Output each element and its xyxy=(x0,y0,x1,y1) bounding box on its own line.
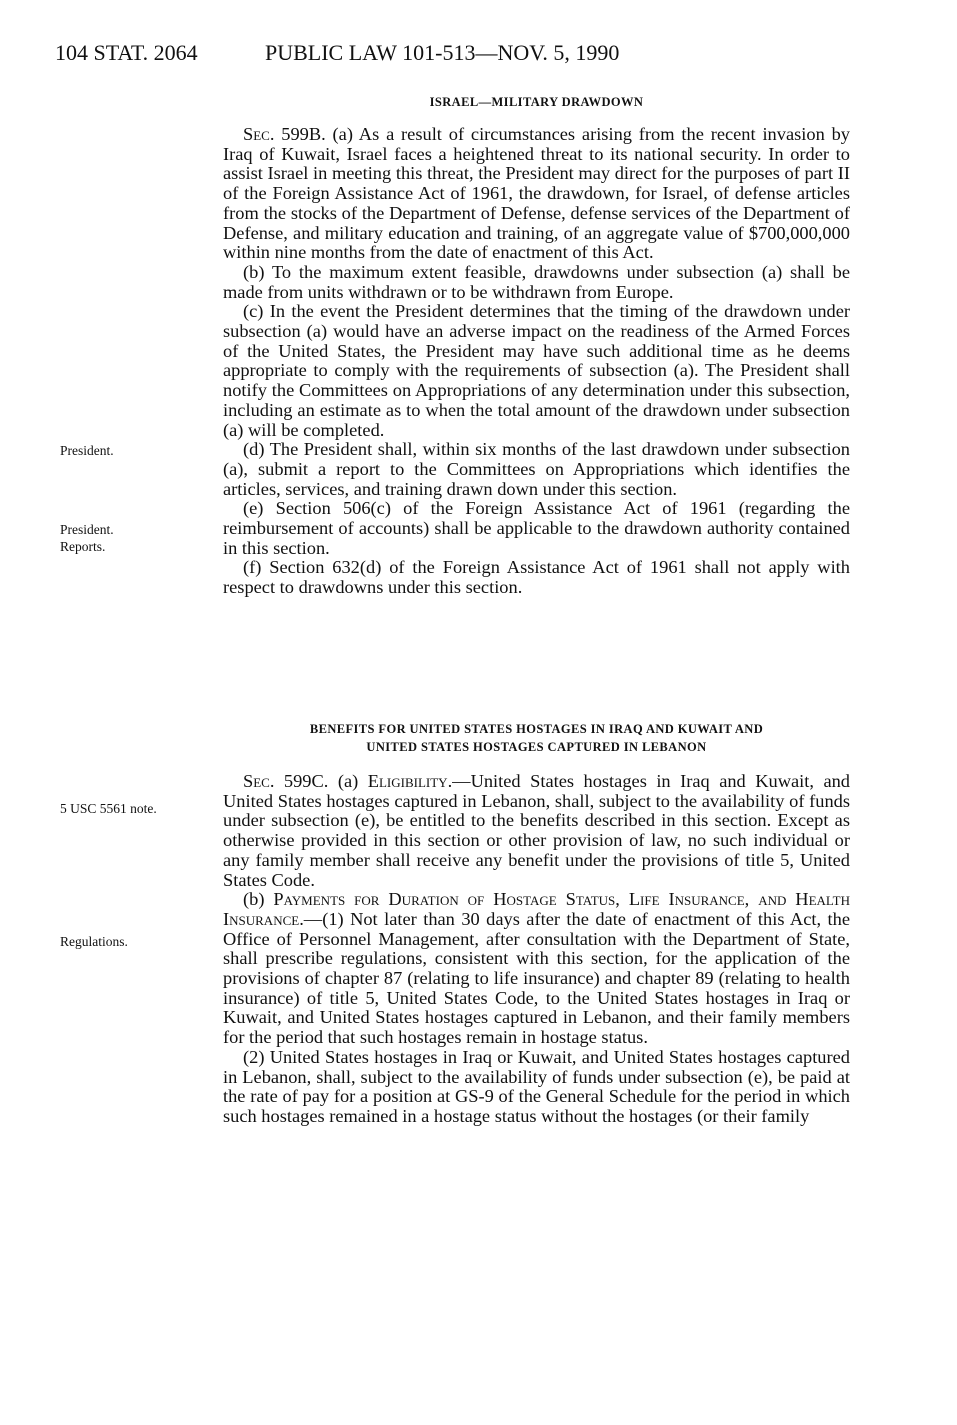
page-number: 104 STAT. 2064 xyxy=(55,40,198,65)
paragraph-a-intro: 599C. (a) xyxy=(274,771,368,791)
paragraph-c: (c) In the event the President determines that the timing of the drawdown under subsection (a) would have an adverse impact on the readiness of the Armed Forces of the United States, the President may have such additional time as he deems appropriate to comply with the requirements of subsection (a). The President shall notify the Committees on Appropriations of any determination under this subsection, including an estimate as to when the total amount of the drawdown under subsection (a) will be completed. xyxy=(223,301,850,440)
margin-note-president-reports xyxy=(60,521,210,555)
paragraph-b: (b) To the maximum extent feasible, drawdowns under subsection (a) shall be made from units withdrawn or to be withdrawn from Europe. xyxy=(223,261,850,302)
paragraph-e: (e) Section 506(c) of the Foreign Assistance Act of 1961 (regarding the reimbursement of accounts) shall be applicable to the drawdown authority contained in this section. xyxy=(223,498,850,558)
law-title: PUBLIC LAW 101-513—NOV. 5, 1990 xyxy=(265,40,620,65)
margin-note-reports: Reports. xyxy=(60,539,106,554)
paragraph-d: (d) The President shall, within six months of the last drawdown under subsection (a), submit a report to the Committees on Appropriations which identifies the articles, services, and training drawn down under this section. xyxy=(223,439,850,499)
sec-label: Sec. xyxy=(243,771,275,791)
sec-label: Sec. xyxy=(243,124,275,144)
margin-note-president: President. xyxy=(60,522,114,537)
heading-line-2: UNITED STATES HOSTAGES CAPTURED IN LEBANON xyxy=(366,740,707,754)
paragraph-b-caption: Payments for Duration of Hostage Status, Life Insurance, and Health Insurance xyxy=(223,889,850,929)
running-head xyxy=(55,40,619,66)
margin-note-regulations: Regulations. xyxy=(60,934,128,949)
heading-line-1: BENEFITS FOR UNITED STATES HOSTAGES IN IRAQ AND KUWAIT AND xyxy=(309,722,764,736)
paragraph-a-caption: Eligibility xyxy=(367,771,448,791)
paragraph-a-text: .—United States hostages in Iraq and Kuwait, and United States hostages captured in Lebanon, shall, subject to the availability of funds under subsection (e), be entitled to the benefits described in this section. Except as otherwise provided in this section or other provision of law, no such individual or any family member shall receive any benefit under the provisions of title 5, United States Code. xyxy=(223,771,851,890)
paragraph-b-text: .—(1) Not later than 30 days after the date of enactment of this Act, the Office of Personnel Management, after consultation with the Department of State, shall prescribe regulations, consistent with this section, for the application of the provisions of chapter 87 (relating to life insurance) and chapter 89 (relating to health insurance) of title 5, United States Code, to the United States hostages in Iraq or Kuwait, and United States hostages captured in Lebanon, and their family members for the period that such hostages remain in hostage status. xyxy=(223,908,850,1048)
section-heading-hostages xyxy=(223,720,850,756)
section-heading-israel: ISRAEL—MILITARY DRAWDOWN xyxy=(429,95,644,109)
paragraph-f: (f) Section 632(d) of the Foreign Assistance Act of 1961 shall not apply with respect to drawdowns under this section. xyxy=(223,557,850,598)
margin-note-usc: 5 USC 5561 note. xyxy=(60,801,157,816)
paragraph-b xyxy=(223,890,850,1048)
paragraph-a xyxy=(223,125,850,263)
paragraph-a-text: 599B. (a) As a result of circumstances arising from the recent invasion by Iraq of Kuwait, Israel faces a heightened threat to its national security. In order to assist Israel in meeting this threat, the President may direct for the purposes of part II of the Foreign Assistance Act of 1961, the drawdown, for Israel, of defense articles from the stocks of the Department of Defense, defense services of the Department of Defense, and military education and training, of an aggregate value of $700,000,000 within nine months from the date of enactment of this Act. xyxy=(223,124,850,263)
paragraph-b2: (2) United States hostages in Iraq or Kuwait, and United States hostages captured in Lebanon, shall, subject to the availability of funds under subsection (e), be paid at the rate of pay for a position at GS-9 of the General Schedule for the period in which such hostages remained in a hostage status without the hostages (or their family xyxy=(223,1046,850,1126)
paragraph-a xyxy=(223,772,850,890)
section-599c-body xyxy=(223,772,850,1127)
paragraph-b-intro: (b) xyxy=(243,889,274,910)
section-599b-body xyxy=(223,125,850,598)
margin-note-president: President. xyxy=(60,443,114,458)
